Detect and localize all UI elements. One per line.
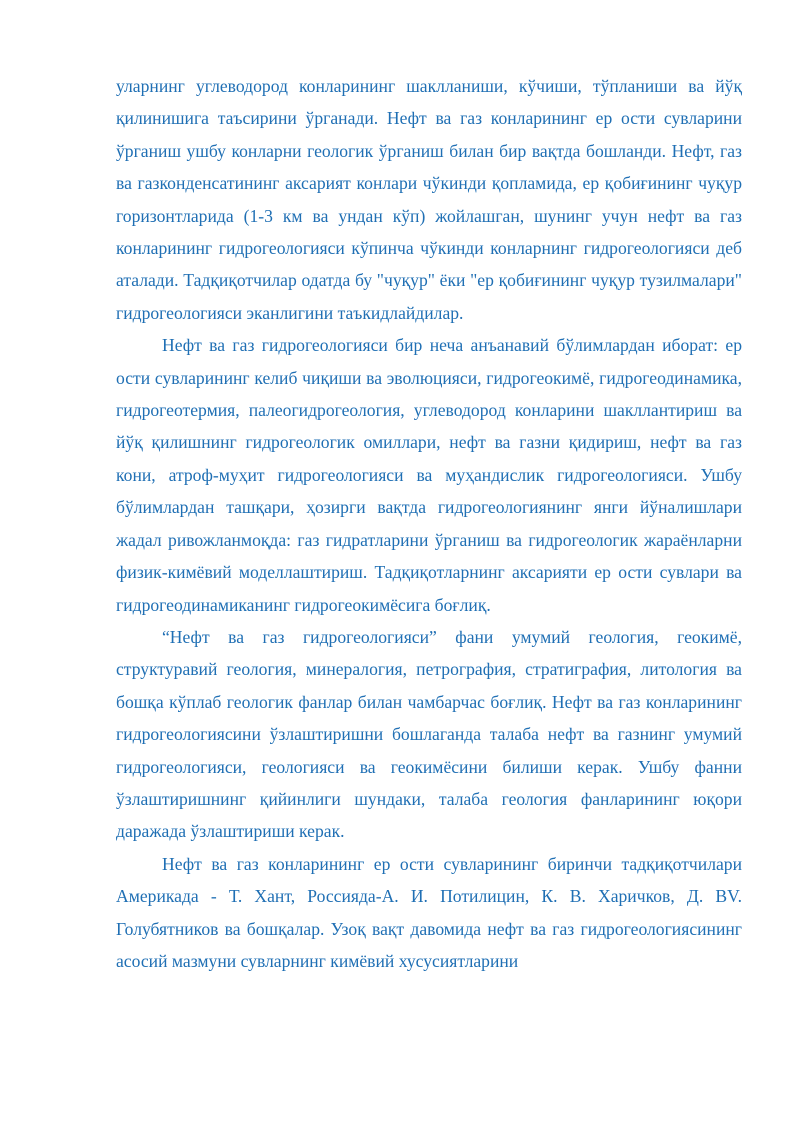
paragraph-4: Нефт ва газ конларининг ер ости сувларининг биринчи тадқиқотчилари Америкада - Т. Хант, Россияда-А. И. Потилицин, К. В. Харичков, Д. ВV. Голубятников ва бошқалар. Узоқ вақт давомида нефт ва газ гидрогеологиясининг асосий мазмуни сувларнинг кимёвий хусусиятларини bbox=[116, 853, 742, 971]
paragraph-2: Нефт ва газ гидрогеологияси бир неча анъанавий бўлимлардан иборат: ер ости сувларининг келиб чиқиши ва эволюцияси, гидрогеокимё, гидрогеодинамика, гидрогеотермия, палеогидрогеология, углеводород конларини шакллантириш ва йўқ қилишнинг гидрогеологик омиллари, нефт ва газни қидириш, нефт ва газ кони, атроф-муҳит гидрогеологияси ва муҳандислик гидрогеологияси. Ушбу бўлимлардан ташқари, ҳозирги вақтда гидрогеологиянинг янги йўналишлари жадал ривожланмоқда: газ гидратларини ўрганиш ва гидрогеологик жараёнларни физик-кимёвий моделлаштириш. Тадқиқотларнинг аксарияти ер ости сувлари ва гидрогеодинамиканинг гидрогеокимёсига боғлиқ. bbox=[116, 335, 742, 615]
document-page bbox=[116, 70, 742, 977]
paragraph-3: “Нефт ва газ гидрогеологияси” фани умумий геология, геокимё, структуравий геология, минералогия, петрография, стратиграфия, литология ва бошқа кўплаб геологик фанлар билан чамбарчас боғлиқ. Нефт ва газ конларининг гидрогеологиясини ўзлаштиришни бошлаганда талаба нефт ва газнинг умумий гидрогеологияси, геологияси ва геокимёсини билиши керак. Ушбу фанни ўзлаштиришнинг қийинлиги шундаки, талаба геология фанларининг юқори даражада ўзлаштириши керак. bbox=[116, 626, 742, 842]
paragraph-1: уларнинг углеводород конларининг шаклланиши, кўчиши, тўпланиши ва йўқ қилинишига таъсирини ўрганади. Нефт ва газ конларининг ер ости сувларини ўрганиш ушбу конларни геологик ўрганиш билан бир вақтда бошланди. Нефт, газ ва газконденсатининг аксарият конлари чўкинди қопламида, ер қобиғининг чуқур горизонтларида (1-3 км ва ундан кўп) жойлашган, шунинг учун нефт ва газ конларининг гидрогеологияси кўпинча чўкинди конларнинг гидрогеологияси деб аталади. Тадқиқотчилар одатда бу "чуқур" ёки "ер қобиғининг чуқур тузилмалари" гидрогеологияси эканлигини таъкидлайдилар. bbox=[116, 76, 742, 323]
